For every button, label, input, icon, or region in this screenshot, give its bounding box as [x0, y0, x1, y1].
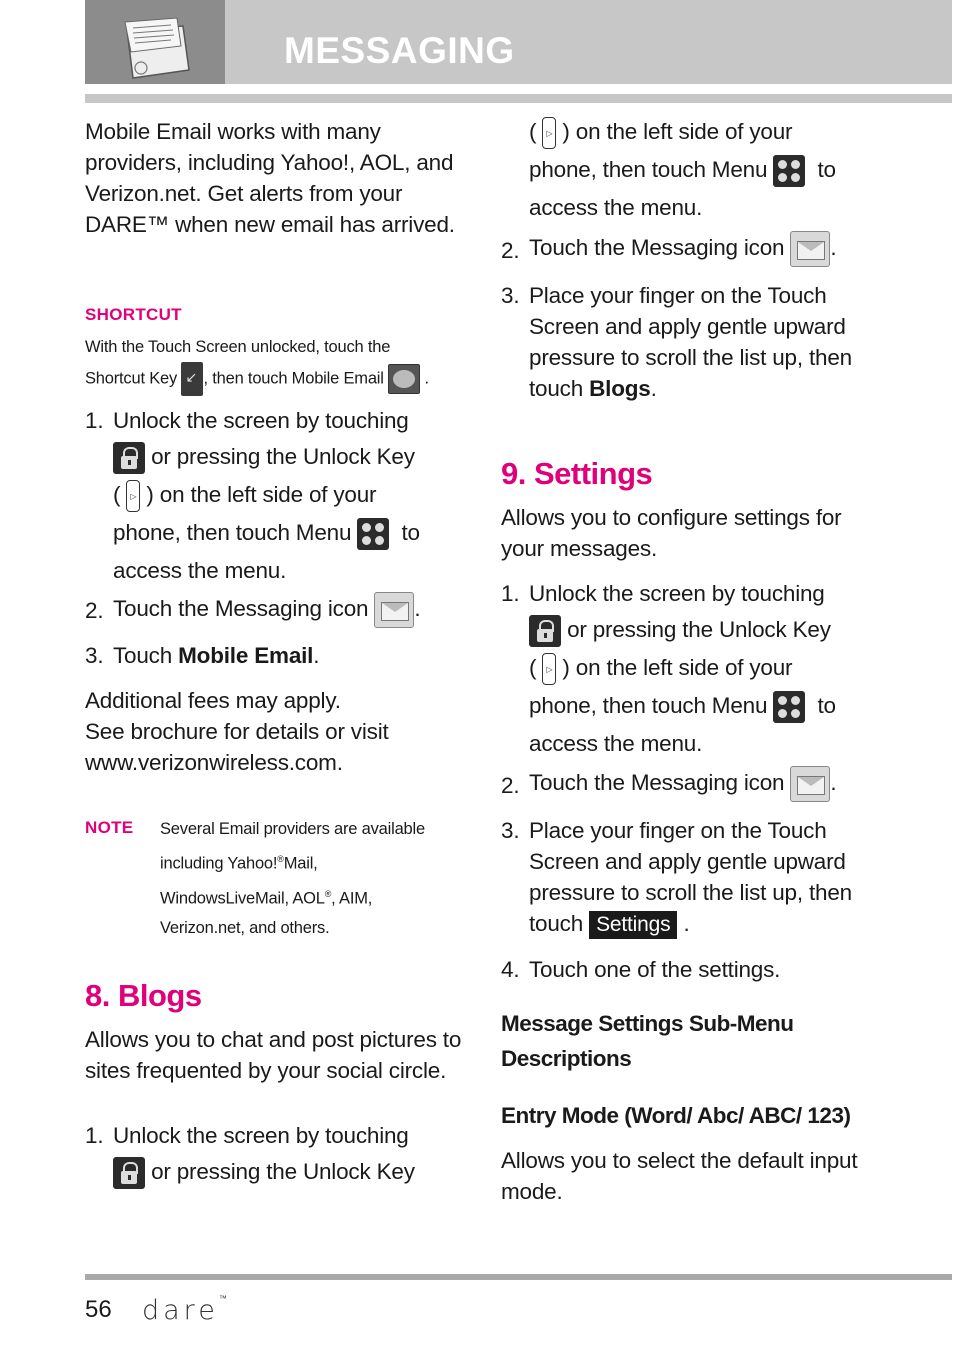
lock-icon: [113, 442, 145, 474]
settings-step-4-text: Touch one of the settings.: [529, 957, 781, 982]
header-icon-box: [85, 0, 225, 84]
step-number: 2.: [501, 238, 520, 263]
intro-paragraph: Mobile Email works with many providers, including Yahoo!, AOL, and Verizon.net. Get alerts from your DARE™ when new email has arrived.: [85, 119, 455, 237]
step-number: 3.: [85, 643, 104, 668]
step-number: 1.: [85, 1123, 104, 1148]
submenu-title: Message Settings Sub-Menu Descriptions: [501, 1011, 794, 1071]
menu-icon: [773, 155, 805, 187]
settings-heading: 9. Settings: [501, 456, 653, 491]
shortcut-text: [85, 332, 465, 396]
note-label: NOTE: [85, 818, 134, 837]
note-text: Several Email providers are available including Yahoo!®Mail, WindowsLiveMail, AOL®, AIM, Verizon.net, and others.: [160, 820, 425, 937]
settings-intro: Allows you to configure settings for your messages.: [501, 505, 842, 561]
lock-icon: [113, 1157, 145, 1189]
page-number: 56: [85, 1296, 112, 1323]
settings-button[interactable]: Settings: [589, 911, 677, 939]
step-number: 2.: [501, 773, 520, 798]
header-divider: [85, 94, 952, 103]
unlock-key-icon: ▷: [542, 653, 556, 685]
settings-step-1-text: Unlock the screen by touching or pressing the Unlock Key ( ▷ ) on the left side of your phone, then touch Menu to access the menu.: [529, 581, 836, 757]
step-2-text: Touch the Messaging icon .: [113, 592, 420, 628]
settings-step-3-text: Place your finger on the Touch Screen and apply gentle upward pressure to scroll the list up, then touch Settings .: [529, 815, 909, 939]
shortcut-key-icon: ↙: [181, 362, 203, 396]
menu-icon: [773, 691, 805, 723]
step-number: 1.: [85, 408, 104, 433]
blogs-intro: Allows you to chat and post pictures to sites frequented by your social circle.: [85, 1027, 462, 1083]
shortcut-line-2: Shortcut Key ↙ , then touch Mobile Email .: [85, 362, 465, 396]
fees-paragraph: Additional fees may apply. See brochure for details or visit www.verizonwireless.com.: [85, 688, 389, 775]
messaging-icon: [790, 766, 830, 802]
step-1-text: Unlock the screen by touching or pressing the Unlock Key ( ▷ ) on the left side of your phone, then touch Menu to access the menu.: [113, 408, 420, 584]
page-title: MESSAGING: [284, 30, 515, 71]
step-number: 1.: [501, 581, 520, 606]
unlock-key-icon: ▷: [126, 480, 140, 512]
unlock-key-icon: ▷: [542, 117, 556, 149]
menu-icon: [357, 518, 389, 550]
blogs-step-2-text: Touch the Messaging icon .: [529, 231, 836, 267]
mobile-email-icon: [388, 364, 420, 394]
lock-icon: [529, 615, 561, 647]
blogs-step-1-continued: ( ▷ ) on the left side of your phone, then touch Menu to access the menu.: [529, 119, 836, 221]
messaging-icon: [374, 592, 414, 628]
shortcut-line-1: With the Touch Screen unlocked, touch the: [85, 338, 391, 356]
entry-mode-title: Entry Mode (Word/ Abc/ ABC/ 123): [501, 1103, 851, 1128]
blogs-step-1-text: Unlock the screen by touching or pressing the Unlock Key: [113, 1120, 473, 1189]
footer-divider: [85, 1274, 952, 1280]
blogs-step-3-text: Place your finger on the Touch Screen and apply gentle upward pressure to scroll the list up, then touch Blogs.: [529, 283, 852, 401]
step-number: 3.: [501, 818, 520, 843]
step-number: 3.: [501, 283, 520, 308]
step-number: 4.: [501, 957, 520, 982]
envelope-letter-icon: [85, 0, 225, 84]
brand-logo: dare™: [142, 1294, 227, 1326]
settings-step-2-text: Touch the Messaging icon .: [529, 766, 836, 802]
entry-mode-text: Allows you to select the default input mode.: [501, 1148, 858, 1204]
step-number: 2.: [85, 598, 104, 623]
shortcut-label: SHORTCUT: [85, 305, 182, 324]
messaging-icon: [790, 231, 830, 267]
step-3-text: Touch Mobile Email.: [113, 643, 320, 668]
blogs-heading: 8. Blogs: [85, 978, 202, 1013]
